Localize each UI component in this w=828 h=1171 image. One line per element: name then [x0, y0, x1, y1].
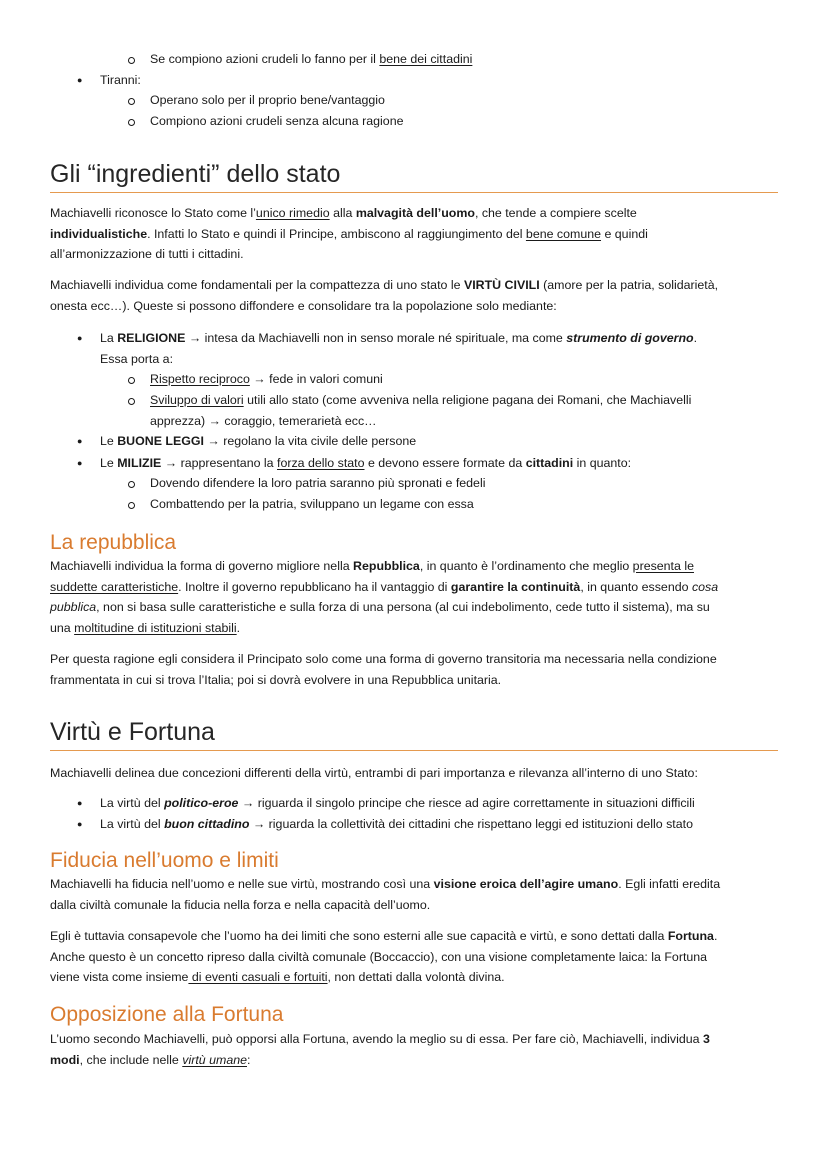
paragraph: Egli è tuttavia consapevole che l’uomo ha dei limiti che sono esterni alle sue capacità e virtù, e sono dettati dalla Fortuna. Anche questo è un concetto ripreso dalla civiltà comunale (Boccaccio), con una visione completamente laica: la Fortuna viene vista come insieme di eventi casuali e fortuiti, non dettati dalla volontà divina. [50, 929, 718, 984]
bullet-icon: ● [77, 333, 83, 343]
list-text: Operano solo per il proprio bene/vantaggio [150, 93, 385, 107]
circle-bullet-icon [128, 98, 135, 105]
bullet-icon: ● [77, 458, 83, 468]
circle-bullet-icon [128, 119, 135, 126]
paragraph: Machiavelli individua la forma di governo migliore nella Repubblica, in quanto è l’ordinamento che meglio presenta le suddette caratteristiche. Inoltre il governo repubblicano ha il vantaggio di garantire la continuità, in quanto essendo cosa pubblica, non si basa sulle caratteristiche e sulla forza di una persona (al cui indebolimento, cede tutto il sistema), ma su una moltitudine di istituzioni stabili. [50, 559, 719, 635]
circle-bullet-icon [128, 481, 135, 488]
list-text: Se compiono azioni crudeli lo fanno per il [150, 52, 380, 66]
section-heading: Virtù e Fortuna [50, 717, 778, 751]
circle-bullet-icon [128, 377, 135, 384]
list-text: Compiono azioni crudeli senza alcuna ragione [150, 114, 404, 128]
bullet-icon: ● [77, 798, 83, 808]
paragraph: Per questa ragione egli considera il Principato solo come una forma di governo transitoria ma necessaria nella condizione frammentata in cui si trova l’Italia; poi si dovrà evolvere in una Repubblica unitaria. [50, 652, 717, 687]
paragraph: Machiavelli delinea due concezioni differenti della virtù, entrambi di pari importanza e rilevanza all’interno di uno Stato: [50, 766, 698, 780]
paragraph: Machiavelli riconosce lo Stato come l’unico rimedio alla malvagità dell’uomo, che tende a compiere scelte individualistiche. Infatti lo Stato e quindi il Principe, ambiscono al raggiungimento del bene comune e quindi all’armonizzazione di tutti i cittadini. [50, 206, 648, 261]
paragraph: L’uomo secondo Machiavelli, può opporsi alla Fortuna, avendo la meglio su di essa. Per fare ciò, Machiavelli, individua 3 modi, che include nelle virtù umane: [50, 1032, 710, 1067]
section-heading: Gli “ingredienti” dello stato [50, 159, 778, 193]
circle-bullet-icon [128, 398, 135, 405]
bullet-icon: ● [77, 436, 83, 446]
circle-bullet-icon [128, 502, 135, 509]
list-text: Tiranni: [100, 73, 141, 87]
circle-bullet-icon [128, 57, 135, 64]
section-subheading: Fiducia nell’uomo e limiti [50, 849, 279, 872]
bullet-icon: ● [77, 819, 83, 829]
section-subheading: Opposizione alla Fortuna [50, 1003, 284, 1026]
paragraph: Machiavelli individua come fondamentali per la compattezza di uno stato le VIRTÙ CIVILI (amore per la patria, solidarietà, onesta ecc…). Queste si possono diffondere e consolidare tra la popolazione solo mediante: [50, 278, 719, 313]
underlined-text: bene dei cittadini [379, 52, 473, 66]
bullet-icon: ● [77, 75, 83, 85]
paragraph: Machiavelli ha fiducia nell’uomo e nelle sue virtù, mostrando così una visione eroica dell’agire umano. Egli infatti eredita dalla civiltà comunale la fiducia nella forza e nella capacità dell’uomo. [50, 877, 721, 912]
section-subheading: La repubblica [50, 531, 177, 554]
